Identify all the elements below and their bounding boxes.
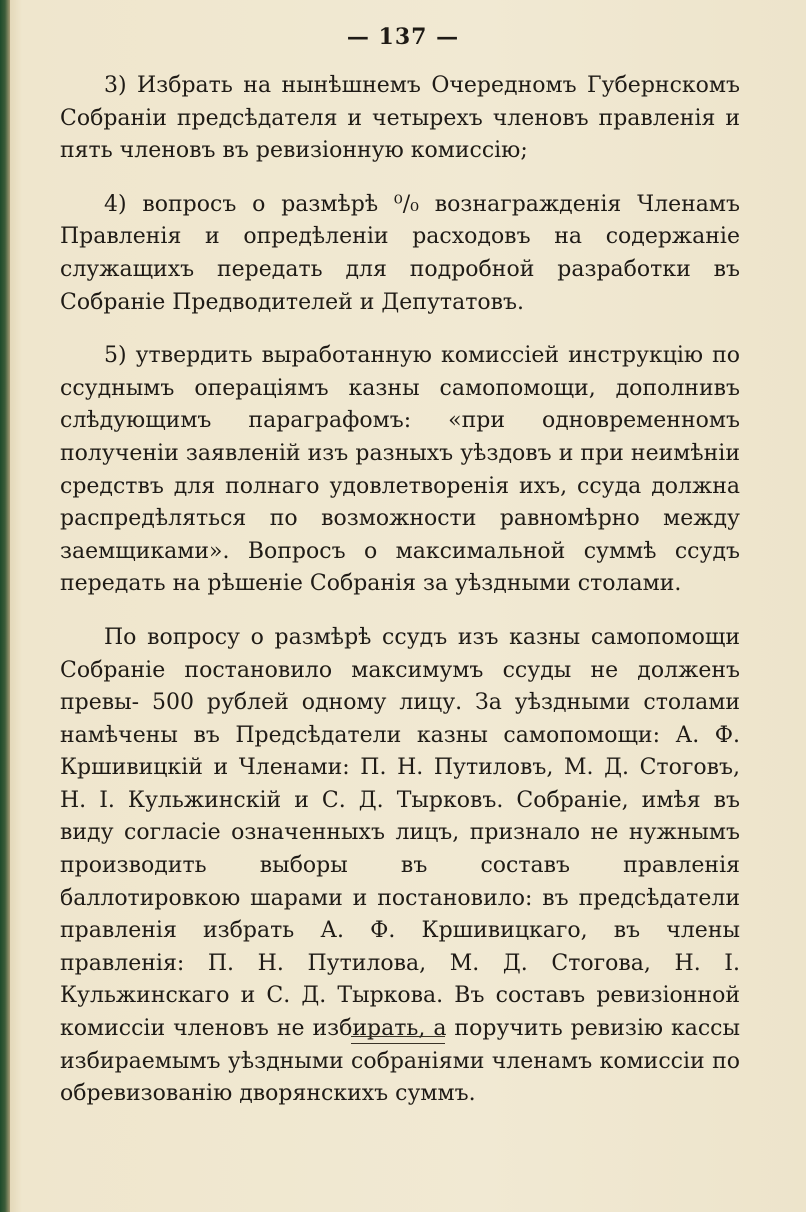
double-rule-divider [351, 1036, 445, 1044]
paragraph-item-5: 5) утвердить выработанную комиссіей инструкцію по ссуднымъ операціямъ казны самопомощи, дополнивъ слѣдующимъ параграфомъ: «при одновременномъ полученіи заявленій изъ разныхъ уѣздовъ и при неимѣніи средствъ для полнаго удовлетворенія ихъ, ссуда должна распредѣляться по возможности равномѣрно между заемщиками». Вопросъ о максимальной суммѣ ссудъ передать на рѣшеніе Собранія за уѣздными столами. [60, 343, 740, 597]
paragraph-item-3: 3) Избрать на нынѣшнемъ Очередномъ Губернскомъ Собраніи предсѣдателя и четырехъ членовъ правленія и пять членовъ въ ревизіонную комиссію; [60, 73, 740, 164]
paragraph-item-4: 4) вопросъ о размѣрѣ ⁰/₀ вознагражденія Членамъ Правленія и опредѣленіи расходовъ на содержаніе служащихъ передать для подробной разработки въ Собраніе Предводителей и Депутатовъ. [60, 191, 740, 315]
book-spine-edge [0, 0, 10, 1212]
page-number: — 137 — [346, 24, 460, 50]
page-body [60, 70, 740, 1132]
paragraph-resolution: По вопросу о размѣрѣ ссудъ изъ казны самопомощи Собраніе постановило максимумъ ссуды не долженъ превы- 500 рублей одному лицу. За уѣздными столами намѣчены въ Предсѣдатели казны самопомощи: А. Ф. Кршивицкій и Членами: П. Н. Путиловъ, М. Д. Стоговъ, Н. І. Кульжинскій и С. Д. Тырковъ. Собраніе, имѣя въ виду согласіе означенныхъ лицъ, признало не нужнымъ производить выборы въ составъ правленія баллотировкою шарами и постановило: въ предсѣдатели правленія избрать А. Ф. Кршивицкаго, въ члены правленія: П. Н. Путилова, М. Д. Стогова, Н. І. Кульжинскаго и С. Д. Тыркова. Въ составъ ревизіонной комиссіи членовъ не избирать, а поручить ревизію кассы избираемымъ уѣздными собраніями членамъ комиссіи по обревизованію дворянскихъ суммъ. [60, 624, 740, 1107]
